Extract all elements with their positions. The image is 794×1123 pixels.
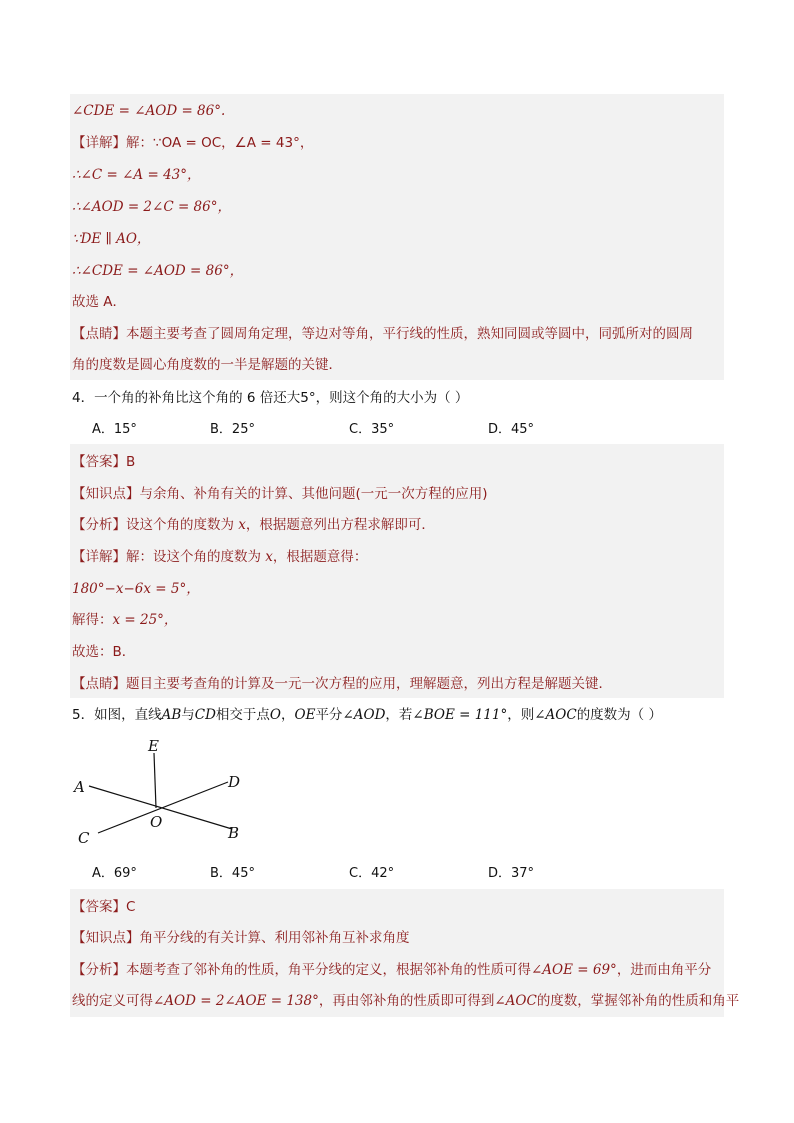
- sol3-line-3: ∴∠C = ∠A = 43°，: [72, 167, 201, 183]
- q5-option-b: B．45°: [210, 866, 255, 881]
- analysis-tag: 【分析】: [72, 962, 126, 978]
- sol5-knowledge-point: [72, 928, 410, 948]
- analysis-a5: 的度数，掌握邻补角的性质和角平: [536, 993, 740, 1009]
- sol3-line-1: ∠CDE = ∠AOD = 86°.: [72, 103, 226, 119]
- detail-text: 解：∵OA = OC，∠A = 43°，: [126, 135, 314, 151]
- analysis-a4: ，再由邻补角的性质即可得到: [318, 993, 495, 1009]
- label-o: O: [150, 813, 163, 831]
- question-5-stem: [72, 705, 662, 725]
- q5-stem-b: 与: [181, 707, 195, 723]
- label-e: E: [148, 737, 159, 755]
- solution-4-panel: [70, 444, 724, 698]
- answer-value: C: [126, 899, 136, 915]
- q4-option-b: B．25°: [210, 422, 255, 437]
- analysis-b: ，根据题意列出方程求解即可．: [245, 517, 435, 533]
- line-cd: [98, 782, 228, 833]
- analysis-m3: ∠AOC: [494, 993, 537, 1009]
- question-4-stem: 4．一个角的补角比这个角的 6 倍还大5°，则这个角的大小为（ ）: [72, 390, 469, 406]
- analysis-a1: 本题考查了邻补角的性质，角平分线的定义，根据邻补角的性质可得: [126, 962, 531, 978]
- sol3-detail-line: [72, 133, 313, 153]
- q5-aoc: ∠AOC: [534, 707, 577, 723]
- q5-aod: ∠AOD: [342, 707, 386, 723]
- sol4-equation-1: 180°−x−6x = 5°，: [72, 581, 200, 597]
- detail-a: 解：设这个角的度数为: [126, 549, 266, 565]
- sol4-analysis: [72, 515, 435, 535]
- q5-boe: ∠BOE = 111°: [412, 707, 508, 723]
- comment-text-1: 本题主要考查了圆周角定理，等边对等角，平行线的性质，熟知同圆或等圆中，同弧所对的圆周: [126, 326, 693, 342]
- sol5-answer: [72, 897, 135, 917]
- q5-stem-c: 相交于点: [215, 707, 270, 723]
- answer-value: B: [126, 454, 136, 470]
- q5-stem-e: 平分: [315, 707, 343, 723]
- kp-text: 角平分线的有关计算、利用邻补角互补求角度: [139, 930, 410, 946]
- sol4-detail: [72, 547, 367, 567]
- analysis-a3: 线的定义可得: [72, 993, 153, 1009]
- q5-figure: [70, 735, 270, 850]
- analysis-tag: 【分析】: [72, 517, 126, 533]
- q5-stem-g: ，则: [507, 707, 535, 723]
- analysis-m2: ∠AOD = 2∠AOE = 138°: [153, 993, 319, 1009]
- sol4-comment: [72, 674, 612, 694]
- q5-stem-h: 的度数为（ ）: [576, 707, 662, 723]
- analysis-a: 设这个角的度数为: [126, 517, 239, 533]
- ray-oe: [154, 753, 156, 808]
- analysis-a2: ，进而由角平分: [616, 962, 712, 978]
- detail-x: x: [265, 549, 273, 565]
- q5-option-a: A．69°: [92, 866, 137, 881]
- q5-cd: CD: [194, 707, 216, 723]
- eq2-text: x = 25°，: [112, 612, 178, 628]
- q5-stem-a: 5．如图，直线: [72, 707, 162, 723]
- sol3-line-7: 故选 A．: [72, 294, 127, 310]
- label-d: D: [228, 773, 241, 791]
- sol5-analysis-line-1: [72, 960, 711, 980]
- label-c: C: [78, 829, 90, 847]
- answer-tag: 【答案】: [72, 899, 126, 915]
- eq2-prefix: 解得：: [72, 612, 113, 628]
- q4-option-d: D．45°: [488, 422, 535, 437]
- sol3-line-4: ∴∠AOD = 2∠C = 86°，: [72, 199, 231, 215]
- kp-text: 与余角、补角有关的计算、其他问题(一元一次方程的应用): [139, 486, 488, 502]
- q4-option-a: A．15°: [92, 422, 137, 437]
- analysis-x: x: [238, 517, 246, 533]
- q5-stem-d: ，: [281, 707, 295, 723]
- q5-option-c: C．42°: [349, 866, 395, 881]
- q5-o: O: [269, 707, 281, 723]
- sol3-comment-line-1: [72, 324, 693, 344]
- sol3-line-5: ∵DE ∥ AO，: [72, 231, 151, 247]
- sol4-answer: [72, 452, 135, 472]
- comment-tag: 【点睛】: [72, 676, 126, 692]
- comment-text: 题目主要考查角的计算及一元一次方程的应用，理解题意，列出方程是解题关键．: [126, 676, 612, 692]
- q4-option-c: C．35°: [349, 422, 395, 437]
- kp-tag: 【知识点】: [72, 486, 140, 502]
- q5-stem-f: ，若: [385, 707, 413, 723]
- q5-ab: AB: [161, 707, 182, 723]
- answer-tag: 【答案】: [72, 454, 126, 470]
- sol4-choose: 故选：B．: [72, 644, 136, 660]
- sol4-knowledge-point: [72, 484, 488, 504]
- detail-b: ，根据题意得：: [272, 549, 368, 565]
- analysis-m1: ∠AOE = 69°: [531, 962, 617, 978]
- comment-tag: 【点睛】: [72, 326, 126, 342]
- sol3-line-6: ∴∠CDE = ∠AOD = 86°，: [72, 263, 244, 279]
- detail-tag: 【详解】: [72, 135, 126, 151]
- label-a: A: [74, 778, 85, 796]
- sol5-analysis-line-2: [72, 991, 739, 1011]
- q5-option-d: D．37°: [488, 866, 535, 881]
- kp-tag: 【知识点】: [72, 930, 140, 946]
- label-b: B: [228, 824, 240, 842]
- q5-oe: OE: [294, 707, 316, 723]
- sol4-equation-2: [72, 610, 177, 630]
- detail-tag: 【详解】: [72, 549, 126, 565]
- sol3-comment-line-2: 角的度数是圆心角度数的一半是解题的关键．: [72, 357, 342, 373]
